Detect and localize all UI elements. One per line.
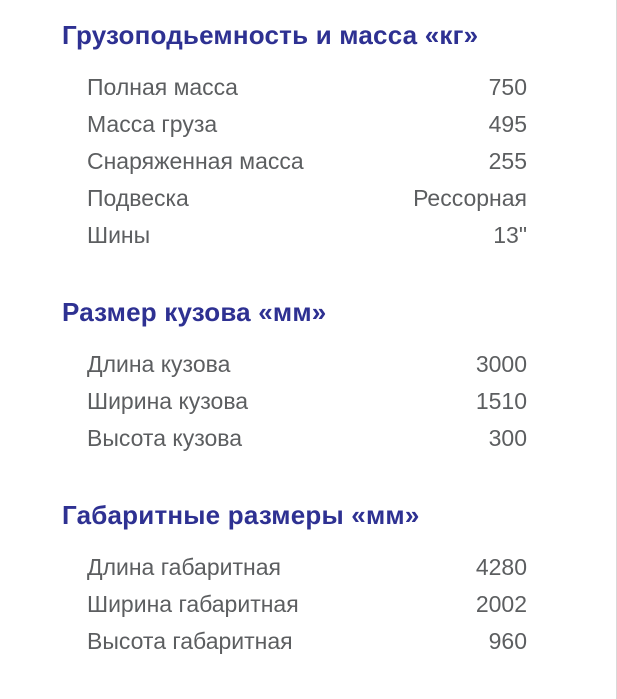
- spec-value: 1510: [475, 388, 527, 414]
- section-title-body-size: Размер кузова «мм»: [62, 297, 327, 327]
- table-row: [87, 383, 527, 420]
- spec-label: Снаряженная масса: [87, 148, 304, 174]
- spec-value: 495: [488, 111, 527, 137]
- table-row: [87, 217, 527, 254]
- spec-rows: [0, 549, 616, 660]
- spec-value: 2002: [475, 591, 527, 617]
- section-load-and-mass: [0, 20, 616, 254]
- spec-label: Длина кузова: [87, 351, 231, 377]
- spec-label: Полная масса: [87, 74, 238, 100]
- spec-value: 255: [488, 148, 527, 174]
- spec-value: 3000: [475, 351, 527, 377]
- spec-label: Масса груза: [87, 111, 218, 137]
- spec-value: 960: [488, 628, 527, 654]
- section-body-size: [0, 297, 616, 457]
- spec-value: Рессорная: [413, 185, 527, 211]
- table-row: [87, 549, 527, 586]
- spec-label: Длина габаритная: [87, 554, 281, 580]
- spec-rows: [0, 346, 616, 457]
- section-title-load-and-mass: Грузоподьемность и масса «кг»: [62, 20, 479, 50]
- spec-label: Ширина габаритная: [87, 591, 299, 617]
- table-row: [87, 69, 527, 106]
- table-row: [87, 586, 527, 623]
- spec-label: Высота габаритная: [87, 628, 293, 654]
- spec-value: 300: [488, 425, 527, 451]
- spec-label: Ширина кузова: [87, 388, 249, 414]
- table-row: [87, 420, 527, 457]
- spec-label: Подвеска: [87, 185, 189, 211]
- spec-label: Высота кузова: [87, 425, 243, 451]
- spec-value: 13": [493, 222, 527, 248]
- table-row: [87, 180, 527, 217]
- table-row: [87, 106, 527, 143]
- section-overall-dimensions: [0, 500, 616, 660]
- table-row: [87, 143, 527, 180]
- table-row: [87, 346, 527, 383]
- spec-label: Шины: [87, 222, 151, 248]
- table-row: [87, 623, 527, 660]
- spec-value: 4280: [475, 554, 527, 580]
- spec-value: 750: [488, 74, 527, 100]
- section-title-overall-dimensions: Габаритные размеры «мм»: [62, 500, 420, 530]
- spec-rows: [0, 69, 616, 254]
